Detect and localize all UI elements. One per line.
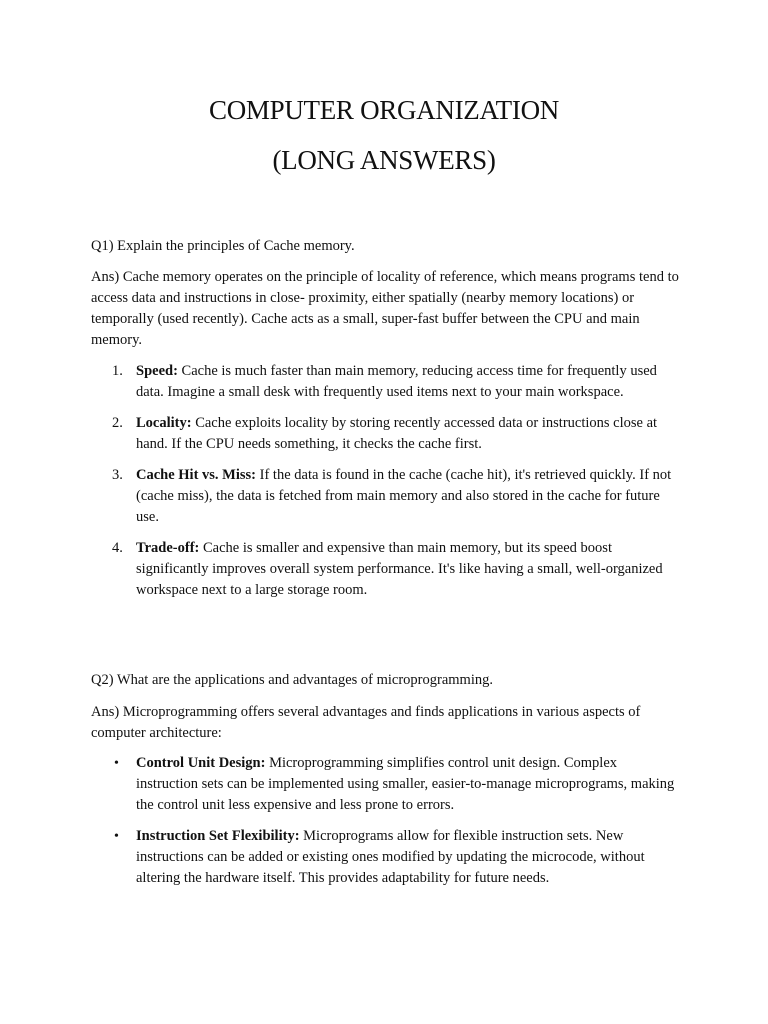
- list-number: 1.: [112, 363, 123, 379]
- list-item: [91, 465, 681, 528]
- bullet-icon: •: [114, 756, 119, 771]
- list-item: [91, 361, 681, 403]
- answer-1: Ans) Cache memory operates on the principle of locality of reference, which means programs tend to access data and instructions in close- proximity, either spatially (nearby memory locations) or temporally (used recently). Cache acts as a small, super-fast buffer between the CPU and main memory.: [91, 269, 679, 348]
- list-item-term: Instruction Set Flexibility:: [136, 828, 300, 844]
- list-item-term: Trade-off:: [136, 540, 200, 556]
- list-item: [91, 413, 681, 455]
- answer-2: Ans) Microprogramming offers several advantages and finds applications in various aspects of computer architecture:: [91, 704, 641, 741]
- cache-principles-list: [91, 361, 681, 611]
- list-item-text: If the data is found in the cache (cache hit), it's retrieved quickly. If not (cache miss), the data is fetched from main memory and also stored in the cache for future use.: [136, 467, 672, 525]
- list-item-term: Cache Hit vs. Miss:: [136, 467, 257, 483]
- document-title: COMPUTER ORGANIZATION: [209, 95, 559, 125]
- list-item-text: Microprograms allow for flexible instruction sets. New instructions can be added or existing ones modified by updating the microcode, without altering the hardware itself. This provides adaptability for future needs.: [136, 828, 645, 886]
- list-item-term: Locality:: [136, 415, 192, 431]
- list-number: 2.: [112, 415, 123, 431]
- microprogramming-advantages-list: [91, 753, 681, 899]
- bullet-icon: •: [114, 829, 119, 844]
- list-item-term: Speed:: [136, 363, 178, 379]
- question-1: Q1) Explain the principles of Cache memory.: [91, 238, 355, 254]
- document-subtitle: (LONG ANSWERS): [272, 145, 496, 175]
- question-2: Q2) What are the applications and advantages of microprogramming.: [91, 672, 493, 688]
- list-item-text: Cache is smaller and expensive than main memory, but its speed boost significantly improves overall system performance. It's like having a small, well-organized workspace next to a large storage room.: [136, 540, 663, 598]
- list-item: [91, 826, 681, 889]
- list-number: 4.: [112, 540, 123, 556]
- list-item: [91, 538, 681, 601]
- list-number: 3.: [112, 467, 123, 483]
- list-item-text: Microprogramming simplifies control unit design. Complex instruction sets can be implemented using smaller, easier-to-manage microprograms, making the control unit less expensive and less prone to errors.: [136, 755, 675, 813]
- list-item-term: Control Unit Design:: [136, 755, 266, 771]
- list-item-text: Cache is much faster than main memory, reducing access time for frequently used data. Imagine a small desk with frequently used items next to your main workspace.: [136, 363, 657, 400]
- list-item: [91, 753, 681, 816]
- list-item-text: Cache exploits locality by storing recently accessed data or instructions close at hand. If the CPU needs something, it checks the cache first.: [136, 415, 658, 452]
